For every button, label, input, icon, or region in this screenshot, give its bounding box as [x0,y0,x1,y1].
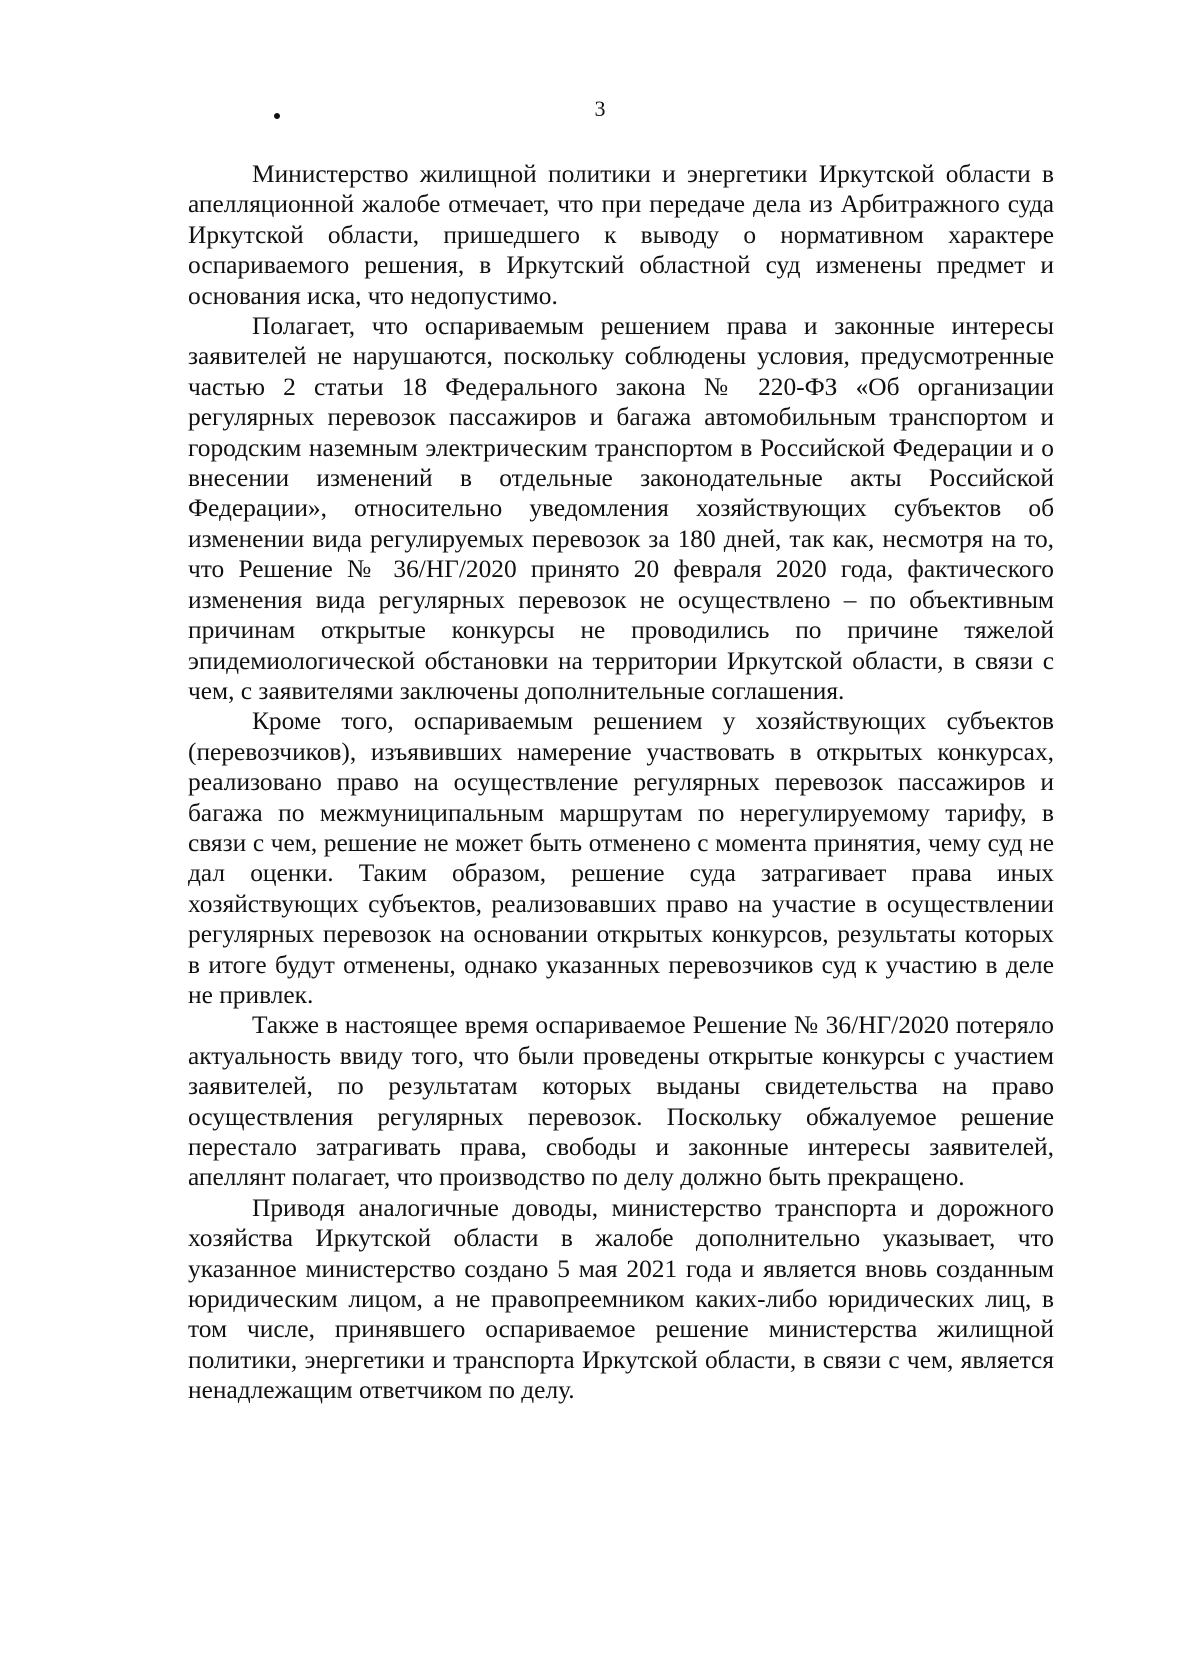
paragraph-carriers-rights: Кроме того, оспариваемым решением у хозяйствующих субъектов (перевозчиков), изъявивших намерение участвовать в открытых конкурсах, реализовано право на осуществление регулярных перевозок пассажиров и багажа по межмуниципальным маршрутам по нерегулируемому тарифу, в связи с чем, решение не может быть отменено с момента принятия, чему суд не дал оценки. Таким образом, решение суда затрагивает права иных хозяйствующих субъектов, реализовавших право на участие в осуществлении регулярных перевозок на основании открытых конкурсов, результаты которых в итоге будут отменены, однако указанных перевозчиков суд к участию в деле не привлек. [188,707,1054,1009]
page-number: 3 [594,96,606,121]
paragraph-rights-not-violated: Полагает, что оспариваемым решением права и законные интересы заявителей не нарушаются, поскольку соблюдены условия, предусмотренные частью 2 статьи 18 Федерального закона № 220-ФЗ «Об организации регулярных перевозок пассажиров и багажа автомобильным транспортом и городским наземным электрическим транспортом в Российской Федерации и о внесении изменений в отдельные законодательные акты Российской Федерации», относительно уведомления хозяйствующих субъектов об изменении вида регулируемых перевозок за 180 дней, так как, несмотря на то, что Решение № 36/НГ/2020 принято 20 февраля 2020 года, фактического изменения вида регулярных перевозок не осуществлено – по объективным причинам открытые конкурсы не проводились по причине тяжелой эпидемиологической обстановки на территории Иркутской области, в связи с чем, с заявителями заключены дополнительные соглашения. [188,312,1054,705]
paragraph-decision-lost-relevance: Также в настоящее время оспариваемое Решение № 36/НГ/2020 потеряло актуальность ввиду того, что были проведены открытые конкурсы с участием заявителей, по результатам которых выданы свидетельства на право осуществления регулярных перевозок. Поскольку обжалуемое решение перестало затрагивать права, свободы и законные интересы заявителей, апеллянт полагает, что производство по делу должно быть прекращено. [188,1011,1054,1192]
paragraph-improper-defendant: Приводя аналогичные доводы, министерство транспорта и дорожного хозяйства Иркутской области в жалобе дополнительно указывает, что указанное министерство создано 5 мая 2021 года и является вновь созданным юридическим лицом, а не правопреемником каких-либо юридических лиц, в том числе, принявшего оспариваемое решение министерства жилищной политики, энергетики и транспорта Иркутской области, в связи с чем, является ненадлежащим ответчиком по делу. [188,1193,1054,1405]
paragraph-ministry-appeal: Министерство жилищной политики и энергетики Иркутской области в апелляционной жалобе отмечает, что при передаче дела из Арбитражного суда Иркутской области, пришедшего к выводу о нормативном характере оспариваемого решения, в Иркутский областной суд изменены предмет и основания иска, что недопустимо. [188,160,1054,310]
scan-artifact-dot [274,113,280,119]
document-body [188,159,1054,1406]
